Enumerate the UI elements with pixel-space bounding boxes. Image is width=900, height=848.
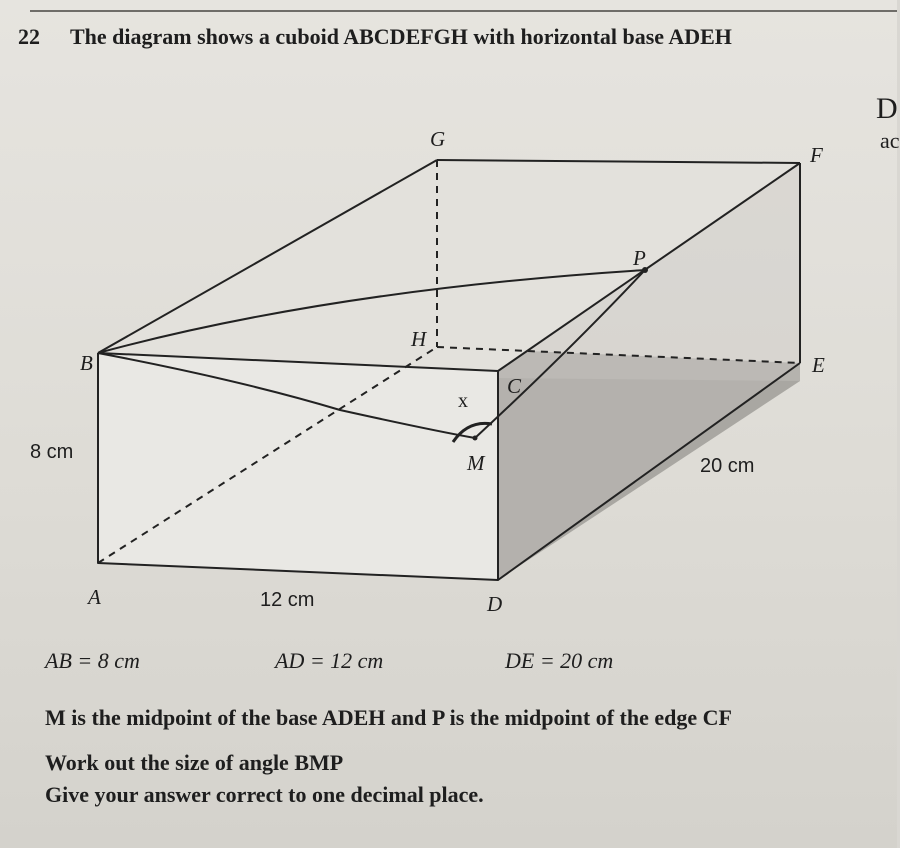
vertex-label-b: B [80, 351, 93, 375]
dimension-height: 8 cm [30, 441, 74, 463]
question-number: 22 [18, 24, 40, 49]
vertex-label-d: D [487, 592, 503, 616]
dimension-width: 12 cm [260, 589, 315, 611]
vertex-label-h: H [411, 327, 427, 351]
vertex-label-a: A [88, 585, 101, 609]
angle-label-x: x [458, 390, 468, 412]
front-face [98, 353, 498, 580]
point-m [473, 436, 478, 441]
vertex-label-c: C [507, 374, 522, 398]
vertex-label-g: G [430, 127, 446, 151]
given-ad: AD = 12 cm [275, 648, 384, 673]
vertex-label-e: E [812, 353, 825, 377]
margin-partial-text: ac [880, 128, 900, 153]
question-title: The diagram shows a cuboid ABCDEFGH with horizontal base ADEH [70, 24, 732, 49]
definition-text: M is the midpoint of the base ADEH and P is the midpoint of the edge CF [45, 705, 732, 730]
dimension-depth: 20 cm [700, 455, 755, 477]
instruction-text: Work out the size of angle BMP [45, 750, 344, 775]
vertex-label-m: M [467, 451, 485, 475]
vertex-label-p: P [633, 246, 646, 270]
margin-letter: D [876, 92, 898, 125]
given-de: DE = 20 cm [505, 648, 614, 673]
accuracy-text: Give your answer correct to one decimal place. [45, 782, 484, 807]
vertex-label-f: F [810, 143, 823, 167]
given-ab: AB = 8 cm [45, 648, 140, 673]
